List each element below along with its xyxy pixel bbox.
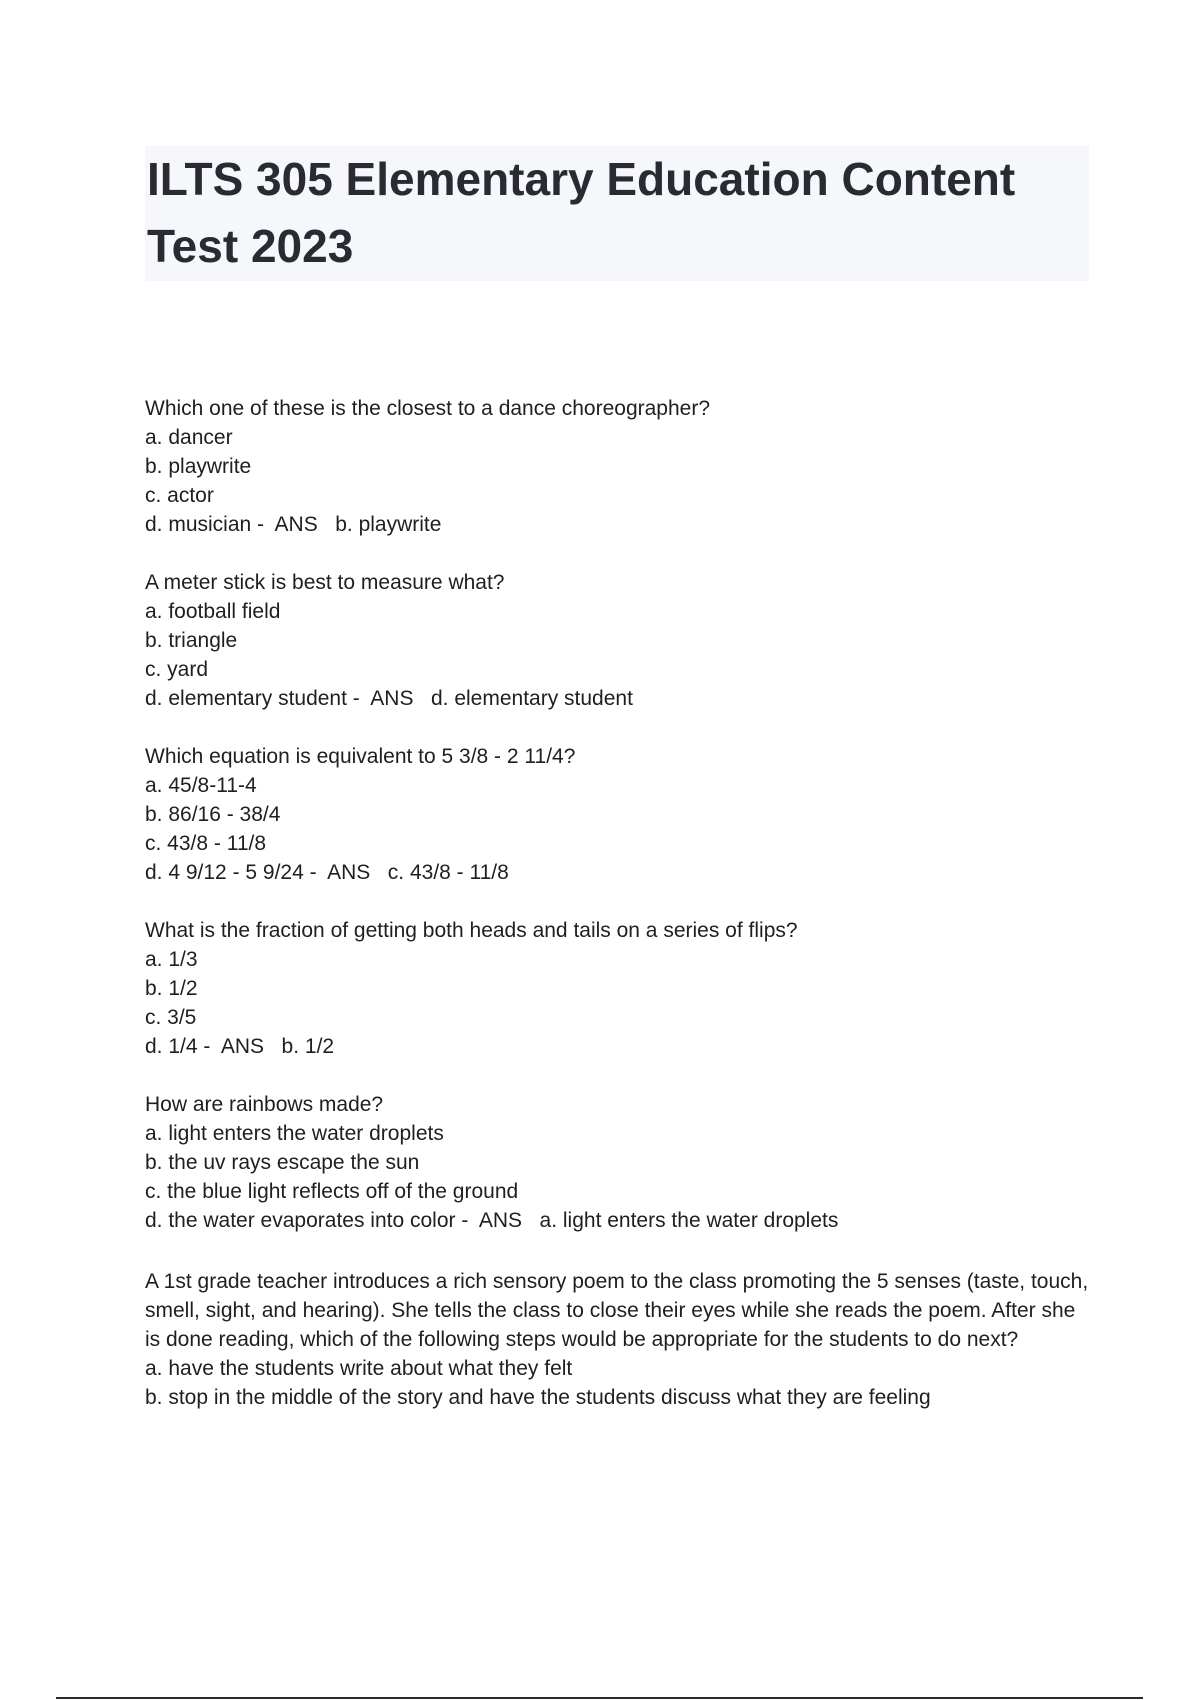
question-5 bbox=[145, 1090, 1090, 1235]
answer-option: a. football field bbox=[145, 600, 281, 623]
question-2 bbox=[145, 568, 1090, 713]
answer-option: b. triangle bbox=[145, 629, 238, 652]
question-3 bbox=[145, 742, 1090, 887]
question-prompt: A meter stick is best to measure what? bbox=[145, 571, 505, 594]
answer-option: c. 3/5 bbox=[145, 1006, 197, 1029]
answer-option: b. stop in the middle of the story and have the students discuss what they are feeling bbox=[145, 1386, 931, 1409]
question-6 bbox=[145, 1267, 1090, 1412]
question-list bbox=[145, 394, 1090, 1441]
answer-option: b. 86/16 - 38/4 bbox=[145, 803, 281, 826]
answer-option-with-key: d. 1/4 - ANS b. 1/2 bbox=[145, 1035, 335, 1058]
answer-option: a. dancer bbox=[145, 426, 233, 449]
answer-option: b. playwrite bbox=[145, 455, 252, 478]
question-prompt: Which equation is equivalent to 5 3/8 - 2 11/4? bbox=[145, 745, 576, 768]
question-prompt: A 1st grade teacher introduces a rich sensory poem to the class promoting the 5 senses (taste, touch, smell, sight, and hearing). She tells the class to close their eyes while she reads the poem. After she is done reading, which of the following steps would be appropriate for the students to do next? bbox=[145, 1270, 1089, 1351]
answer-option: c. actor bbox=[145, 484, 214, 507]
answer-option: b. the uv rays escape the sun bbox=[145, 1151, 420, 1174]
answer-option: a. light enters the water droplets bbox=[145, 1122, 444, 1145]
answer-option: b. 1/2 bbox=[145, 977, 198, 1000]
question-1 bbox=[145, 394, 1090, 539]
question-4 bbox=[145, 916, 1090, 1061]
title-banner bbox=[145, 146, 1089, 281]
answer-option-with-key: d. 4 9/12 - 5 9/24 - ANS c. 43/8 - 11/8 bbox=[145, 861, 509, 884]
page-title: ILTS 305 Elementary Education Content Test 2023 bbox=[147, 153, 1016, 272]
question-prompt: Which one of these is the closest to a dance choreographer? bbox=[145, 397, 711, 420]
answer-option: c. the blue light reflects off of the ground bbox=[145, 1180, 519, 1203]
answer-option-with-key: d. elementary student - ANS d. elementary student bbox=[145, 687, 633, 710]
answer-option-with-key: d. the water evaporates into color - ANS a. light enters the water droplets bbox=[145, 1209, 839, 1232]
answer-option: c. 43/8 - 11/8 bbox=[145, 832, 267, 855]
answer-option: a. 1/3 bbox=[145, 948, 198, 971]
answer-option: a. have the students write about what they felt bbox=[145, 1357, 573, 1380]
answer-option: a. 45/8-11-4 bbox=[145, 774, 257, 797]
question-prompt: How are rainbows made? bbox=[145, 1093, 384, 1116]
question-prompt: What is the fraction of getting both heads and tails on a series of flips? bbox=[145, 919, 798, 942]
answer-option: c. yard bbox=[145, 658, 209, 681]
footer-divider bbox=[56, 1697, 1143, 1699]
answer-option-with-key: d. musician - ANS b. playwrite bbox=[145, 513, 442, 536]
